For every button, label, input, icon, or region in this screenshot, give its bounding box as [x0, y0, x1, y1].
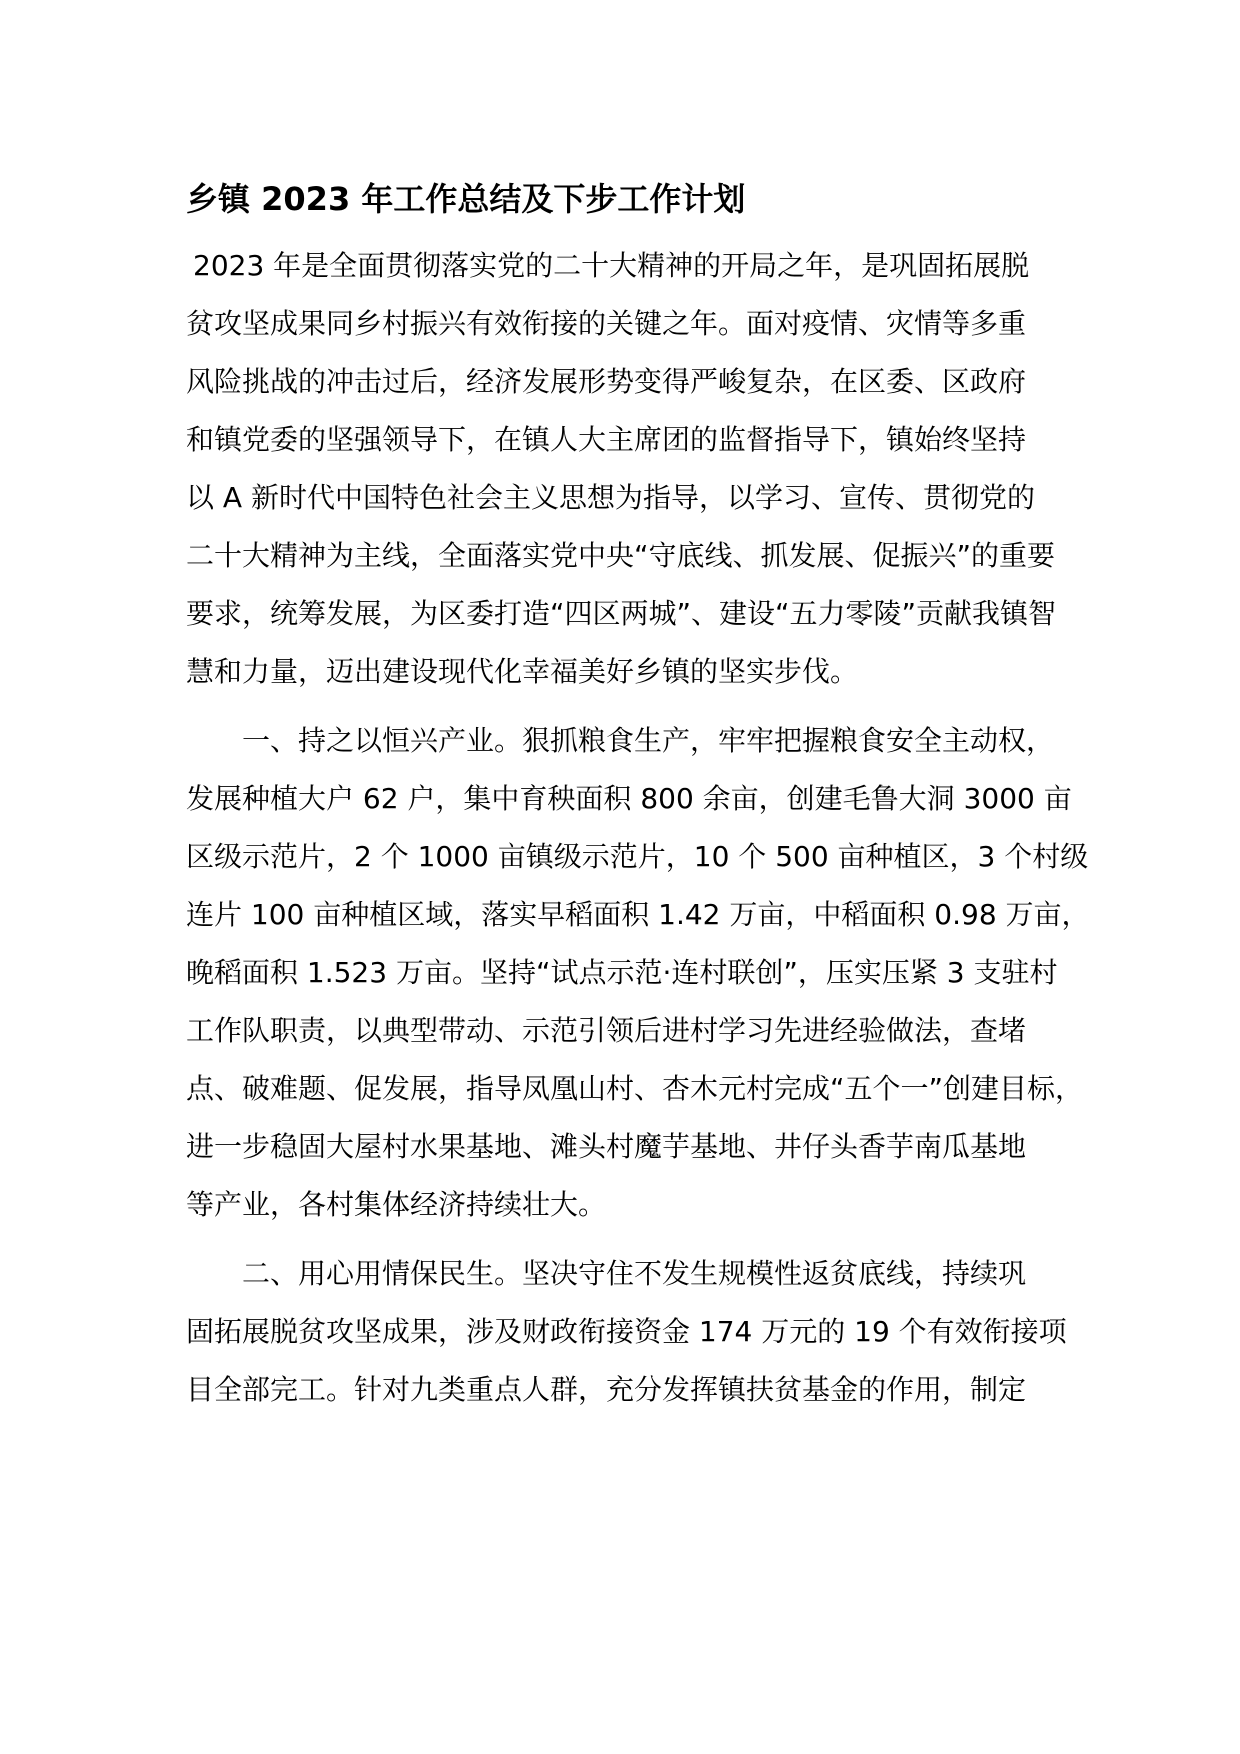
paragraph-2-line-6: 工作队职责，以典型带动、示范引领后进村学习先进经验做法，查堵: [186, 1014, 1027, 1047]
paragraph-2-line-3: 区级示范片，2 个 1000 亩镇级示范片，10 个 500 亩种植区，3 个村级: [186, 840, 1089, 873]
paragraph-1-line-5: 以 A 新时代中国特色社会主义思想为指导，以学习、宣传、贯彻党的: [186, 481, 1035, 514]
paragraph-2-line-1: 一、持之以恒兴产业。狠抓粮食生产，牢牢把握粮食安全主动权，: [242, 724, 1055, 757]
paragraph-1-line-2: 贫攻坚成果同乡村振兴有效衔接的关键之年。面对疫情、灾情等多重: [186, 307, 1027, 340]
paragraph-3-line-2: 固拓展脱贫攻坚成果，涉及财政衔接资金 174 万元的 19 个有效衔接项: [186, 1315, 1067, 1348]
paragraph-1-line-4: 和镇党委的坚强领导下，在镇人大主席团的监督指导下，镇始终坚持: [186, 423, 1027, 456]
paragraph-1-line-7: 要求，统筹发展，为区委打造“四区两城”、建设“五力零陵”贡献我镇智: [186, 597, 1057, 630]
paragraph-3-line-1: 二、用心用情保民生。坚决守住不发生规模性返贫底线，持续巩: [242, 1257, 1027, 1290]
paragraph-1-line-6: 二十大精神为主线，全面落实党中央“守底线、抓发展、促振兴”的重要: [186, 539, 1056, 572]
paragraph-2-line-8: 进一步稳固大屋村水果基地、滩头村魔芋基地、井仔头香芋南瓜基地: [186, 1130, 1027, 1163]
paragraph-1-line-8: 慧和力量，迈出建设现代化幸福美好乡镇的坚实步伐。: [186, 655, 859, 688]
document-title: 乡镇 2023 年工作总结及下步工作计划: [186, 180, 746, 218]
paragraph-2-line-5: 晚稻面积 1.523 万亩。坚持“试点示范·连村联创”，压实压紧 3 支驻村: [186, 956, 1058, 989]
paragraph-2-line-4: 连片 100 亩种植区域，落实早稻面积 1.42 万亩，中稻面积 0.98 万亩，: [186, 898, 1090, 931]
paragraph-1-line-3: 风险挑战的冲击过后，经济发展形势变得严峻复杂，在区委、区政府: [186, 365, 1027, 398]
paragraph-2-line-9: 等产业，各村集体经济持续壮大。: [186, 1188, 607, 1221]
paragraph-3-line-3: 目全部完工。针对九类重点人群，充分发挥镇扶贫基金的作用，制定: [186, 1373, 1027, 1406]
paragraph-1-line-1: 2023 年是全面贯彻落实党的二十大精神的开局之年，是巩固拓展脱: [193, 249, 1030, 282]
paragraph-2-line-7: 点、破难题、促发展，指导凤凰山村、杏木元村完成“五个一”创建目标，: [186, 1072, 1084, 1105]
paragraph-2-line-2: 发展种植大户 62 户，集中育秧面积 800 余亩，创建毛鲁大洞 3000 亩: [186, 782, 1072, 815]
